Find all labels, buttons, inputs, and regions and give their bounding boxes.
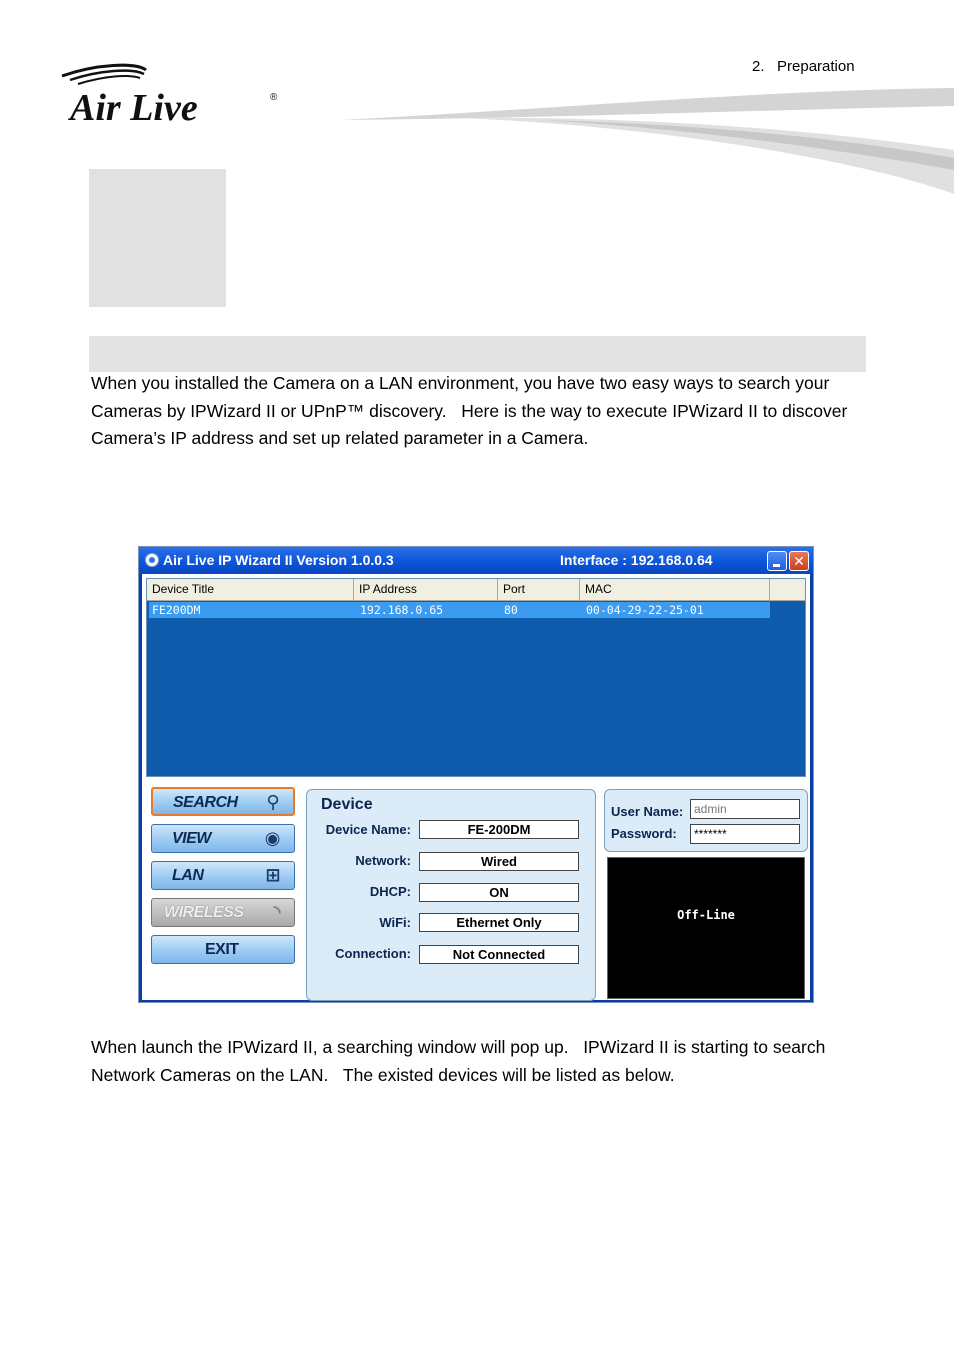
video-preview: [607, 857, 805, 999]
logo-text: Air Live: [70, 87, 198, 128]
chapter-header: 2. Preparation: [752, 58, 855, 75]
wireless-button-label: WIRELESS: [164, 904, 244, 921]
eye-icon: ◉: [264, 828, 280, 848]
close-button[interactable]: ✕: [789, 551, 809, 571]
device-list[interactable]: [146, 578, 806, 777]
launch-paragraph: When launch the IPWizard II, a searching window will pop up. IPWizard II is starting to search Network Cameras on the LAN. The existed devices will be listed as below.: [91, 1037, 826, 1085]
device-name-label: Device Name:: [325, 822, 411, 837]
row-ip-address: 192.168.0.65: [360, 603, 444, 617]
chapter-number-box: [89, 169, 226, 307]
row-port: 80: [504, 603, 518, 617]
network-label: Network:: [355, 853, 411, 868]
network-icon: ⊞: [265, 865, 280, 885]
password-input[interactable]: *******: [690, 824, 800, 844]
section-heading-bar: [89, 336, 866, 372]
exit-button-label: EXIT: [205, 941, 239, 958]
device-name-value: FE-200DM: [419, 820, 579, 839]
wifi-label: WiFi:: [379, 915, 411, 930]
minimize-button[interactable]: [767, 551, 787, 571]
dhcp-label: DHCP:: [369, 884, 411, 899]
magnifier-icon: ⚲: [266, 792, 279, 812]
action-button-panel: [146, 785, 302, 999]
app-icon: [145, 553, 159, 567]
airlive-logo: [56, 62, 286, 128]
device-info-panel: [306, 789, 596, 1001]
svg-text:®: ®: [270, 92, 278, 103]
lan-button-label: LAN: [172, 867, 204, 884]
user-name-input[interactable]: admin: [690, 799, 800, 819]
interface-address: Interface : 192.168.0.64: [560, 552, 713, 568]
view-button[interactable]: [151, 824, 295, 853]
lan-button[interactable]: [151, 861, 295, 890]
window-client-area: [142, 574, 810, 1000]
dhcp-value: ON: [419, 883, 579, 902]
device-list-header: [147, 579, 805, 601]
device-heading: Device: [321, 796, 373, 813]
preview-status: Off-Line: [677, 908, 735, 922]
row-mac: 00-04-29-22-25-01: [586, 603, 704, 617]
column-device-title[interactable]: Device Title: [147, 579, 354, 600]
password-label: Password:: [611, 826, 677, 841]
network-value: Wired: [419, 852, 579, 871]
login-panel: [604, 789, 808, 852]
column-mac[interactable]: MAC: [580, 579, 770, 600]
connection-label: Connection:: [335, 946, 411, 961]
wifi-value: Ethernet Only: [419, 913, 579, 932]
search-button[interactable]: [151, 787, 295, 816]
row-device-title: FE200DM: [152, 603, 201, 617]
search-button-label: SEARCH: [173, 794, 238, 811]
window-titlebar[interactable]: [139, 547, 813, 574]
view-button-label: VIEW: [172, 830, 211, 847]
ip-wizard-window: [138, 546, 814, 1003]
intro-paragraph: When you installed the Camera on a LAN environment, you have two easy ways to search your Cameras by IPWizard II or UPnP™ discovery. Here is the way to execute IPWizard II to discover Camera’s IP address and set up related parameter in a Camera.: [91, 373, 848, 448]
decorative-swoosh: [340, 80, 954, 200]
exit-button[interactable]: [151, 935, 295, 964]
connection-value: Not Connected: [419, 945, 579, 964]
user-name-label: User Name:: [611, 804, 684, 819]
column-ip-address[interactable]: IP Address: [354, 579, 498, 600]
window-title: Air Live IP Wizard II Version 1.0.0.3: [163, 552, 394, 568]
wifi-icon: ◝: [273, 902, 280, 922]
column-port[interactable]: Port: [498, 579, 580, 600]
table-row[interactable]: [149, 602, 770, 618]
wireless-button[interactable]: [151, 898, 295, 927]
